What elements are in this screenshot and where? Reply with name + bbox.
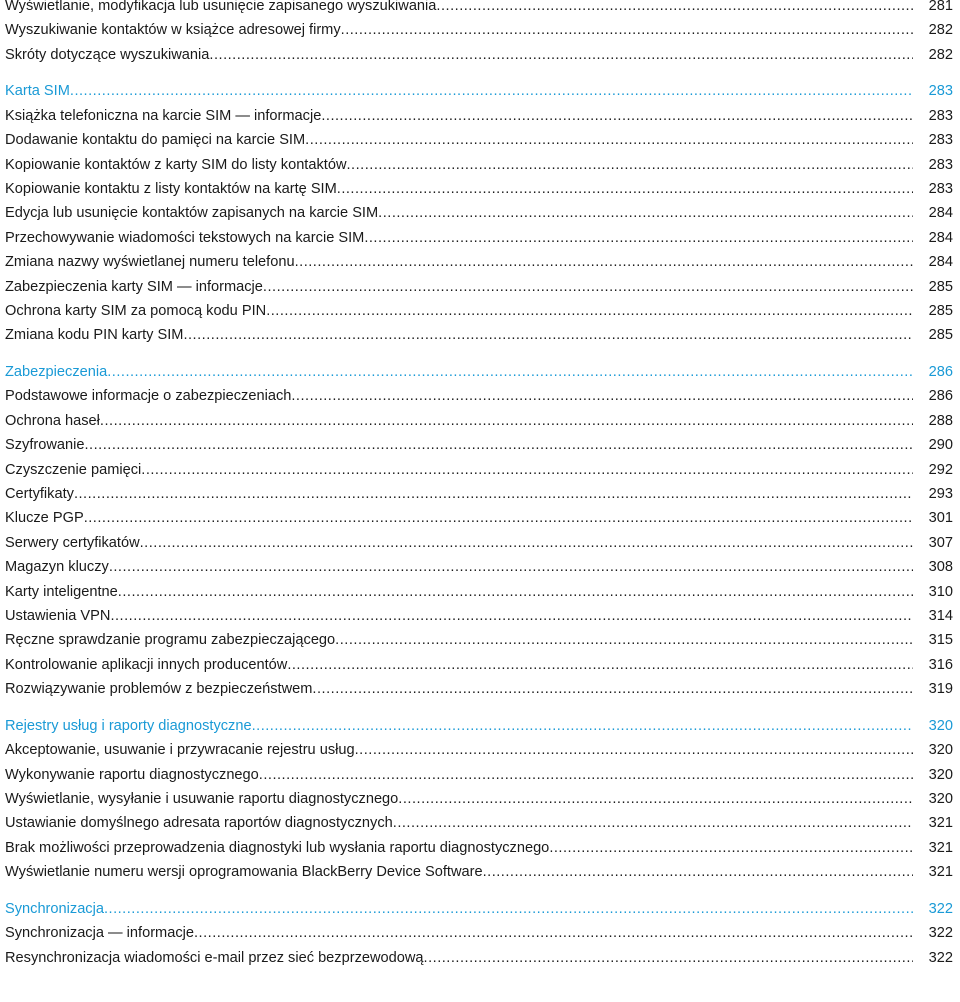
dot-leader (74, 482, 913, 506)
dot-leader (549, 836, 913, 860)
dot-leader (209, 43, 913, 67)
entry-title: Skróty dotyczące wyszukiwania (5, 46, 210, 63)
toc-entry[interactable] (5, 201, 953, 225)
entry-title: Przechowywanie wiadomości tekstowych na karcie SIM (5, 229, 365, 246)
entry-title: Wykonywanie raportu diagnostycznego (5, 766, 259, 783)
page-number: 321 (928, 864, 953, 881)
toc-entry[interactable] (5, 409, 953, 433)
dot-leader (107, 360, 913, 384)
toc-entry[interactable] (5, 580, 953, 604)
dot-leader (341, 18, 913, 42)
dot-leader (436, 0, 913, 18)
page-number: 283 (928, 181, 953, 197)
entry-title: Kopiowanie kontaktu z listy kontaktów na kartę SIM (5, 181, 337, 197)
toc-entry[interactable] (5, 506, 953, 530)
toc-entry[interactable] (5, 18, 953, 42)
dot-leader (183, 323, 913, 347)
entry-title: Brak możliwości przeprowadzenia diagnostyki lub wysłania raportu diagnostycznego (5, 839, 550, 856)
entry-title: Ochrona haseł (5, 412, 100, 429)
entry-title: Kopiowanie kontaktów z karty SIM do listy kontaktów (5, 156, 347, 173)
page-number: 321 (928, 815, 953, 832)
entry-title: Zmiana nazwy wyświetlanej numeru telefonu (5, 254, 295, 271)
toc-section-heading[interactable] (5, 897, 953, 921)
entry-title: Wyświetlanie numeru wersji oprogramowania BlackBerry Device Software (5, 864, 483, 881)
entry-title: Szyfrowanie (5, 437, 85, 454)
page-number: 282 (928, 22, 953, 39)
toc-entry[interactable] (5, 43, 953, 67)
entry-title: Synchronizacja — informacje (5, 925, 194, 942)
page-number: 285 (928, 327, 953, 344)
entry-title: Zabezpieczenia karty SIM — informacje (5, 278, 263, 295)
entry-title: Książka telefoniczna na karcie SIM — informacje (5, 107, 322, 124)
entry-title: Ustawienia VPN (5, 608, 111, 624)
page-number: 322 (928, 900, 953, 917)
toc-section-heading[interactable] (5, 714, 953, 738)
toc-entry[interactable] (5, 177, 953, 201)
dot-leader (194, 921, 913, 945)
dot-leader (321, 104, 913, 128)
page-number: 322 (928, 949, 953, 966)
page-number: 320 (928, 766, 953, 783)
toc-entry[interactable] (5, 299, 953, 323)
entry-title: Serwery certyfikatów (5, 534, 140, 551)
dot-leader (398, 787, 913, 811)
toc-section-heading[interactable] (5, 79, 953, 103)
dot-leader (141, 458, 913, 482)
page-number: 281 (928, 0, 953, 14)
entry-title: Zmiana kodu PIN karty SIM (5, 327, 184, 344)
dot-leader (337, 177, 913, 201)
dot-leader (483, 860, 913, 884)
page-number: 282 (928, 46, 953, 63)
toc-entry[interactable] (5, 921, 953, 945)
page-number: 308 (928, 559, 953, 576)
entry-title: Certyfikaty (5, 486, 74, 502)
entry-title: Karty inteligentne (5, 583, 118, 600)
section-title: Synchronizacja (5, 900, 104, 917)
dot-leader (364, 226, 913, 250)
entry-title: Ochrona karty SIM za pomocą kodu PIN (5, 303, 267, 319)
page-number: 319 (928, 681, 953, 698)
page-number: 286 (928, 364, 953, 380)
entry-title: Ustawianie domyślnego adresata raportów diagnostycznych (5, 815, 393, 832)
entry-title: Akceptowanie, usuwanie i przywracanie rejestru usług (5, 742, 355, 759)
dot-leader (287, 653, 913, 677)
toc-entry[interactable] (5, 787, 953, 811)
page-number: 322 (928, 925, 953, 942)
toc-entry[interactable] (5, 128, 953, 152)
page-number: 301 (928, 510, 953, 527)
dot-leader (118, 580, 913, 604)
section-title: Zabezpieczenia (5, 364, 108, 380)
toc-entry[interactable] (5, 433, 953, 457)
page-number: 315 (928, 632, 953, 649)
dot-leader (109, 555, 913, 579)
dot-leader (266, 299, 913, 323)
page-number: 320 (928, 717, 953, 734)
page-number: 314 (928, 608, 953, 624)
page-number: 284 (928, 229, 953, 246)
page-number: 285 (928, 303, 953, 319)
dot-leader (291, 384, 913, 408)
toc-entry[interactable] (5, 104, 953, 128)
toc-entry[interactable] (5, 531, 953, 555)
dot-leader (259, 763, 913, 787)
dot-leader (424, 946, 913, 970)
entry-title: Wyświetlanie, modyfikacja lub usunięcie zapisanego wyszukiwania (5, 0, 437, 14)
page-number: 320 (928, 742, 953, 759)
entry-title: Ręczne sprawdzanie programu zabezpieczającego (5, 632, 336, 649)
dot-leader (85, 433, 914, 457)
entry-title: Magazyn kluczy (5, 559, 109, 576)
entry-title: Klucze PGP (5, 510, 84, 527)
entry-title: Wyświetlanie, wysyłanie i usuwanie raportu diagnostycznego (5, 791, 399, 807)
dot-leader (70, 79, 913, 103)
toc-entry[interactable] (5, 811, 953, 835)
page-number: 292 (928, 461, 953, 478)
page-number: 285 (928, 278, 953, 295)
entry-title: Rozwiązywanie problemów z bezpieczeństwem (5, 681, 313, 698)
entry-title: Wyszukiwanie kontaktów w książce adresowej firmy (5, 22, 341, 39)
dot-leader (295, 250, 913, 274)
toc-entry[interactable] (5, 458, 953, 482)
entry-title: Czyszczenie pamięci (5, 461, 142, 478)
dot-leader (347, 153, 914, 177)
toc-entry[interactable] (5, 860, 953, 884)
page-number: 288 (928, 412, 953, 429)
page-number: 283 (928, 107, 953, 124)
entry-title: Podstawowe informacje o zabezpieczeniach (5, 388, 292, 405)
entry-title: Edycja lub usunięcie kontaktów zapisanych na karcie SIM (5, 205, 379, 222)
section-title: Karta SIM (5, 83, 70, 100)
toc-entry[interactable] (5, 275, 953, 299)
dot-leader (335, 628, 913, 652)
toc-entry[interactable] (5, 226, 953, 250)
entry-title: Kontrolowanie aplikacji innych producentów (5, 656, 288, 673)
toc-entry[interactable] (5, 677, 953, 701)
page-number: 310 (928, 583, 953, 600)
toc-entry[interactable] (5, 738, 953, 762)
page-number: 293 (928, 486, 953, 502)
dot-leader (104, 897, 913, 921)
page-number: 283 (928, 156, 953, 173)
dot-leader (84, 506, 913, 530)
toc-entry[interactable] (5, 482, 953, 506)
toc-entry[interactable] (5, 653, 953, 677)
toc-entry[interactable] (5, 628, 953, 652)
page-number: 284 (928, 205, 953, 222)
dot-leader (355, 738, 913, 762)
dot-leader (393, 811, 913, 835)
page-number: 307 (928, 534, 953, 551)
dot-leader (110, 604, 913, 628)
toc-section-heading[interactable] (5, 360, 953, 384)
dot-leader (312, 677, 913, 701)
page-number: 320 (928, 791, 953, 807)
page-number: 286 (928, 388, 953, 405)
toc-entry[interactable] (5, 323, 953, 347)
toc-entry[interactable] (5, 555, 953, 579)
section-title: Rejestry usług i raporty diagnostyczne (5, 717, 252, 734)
toc-entry[interactable] (5, 763, 953, 787)
toc-entry[interactable] (5, 153, 953, 177)
page-number: 316 (928, 656, 953, 673)
toc-entry[interactable] (5, 946, 953, 970)
toc-entry[interactable] (5, 250, 953, 274)
page-number: 283 (928, 132, 953, 149)
toc-entry[interactable] (5, 0, 953, 18)
page-number: 284 (928, 254, 953, 271)
dot-leader (252, 714, 913, 738)
dot-leader (305, 128, 913, 152)
toc-entry[interactable] (5, 384, 953, 408)
page-number: 290 (928, 437, 953, 454)
dot-leader (100, 409, 913, 433)
dot-leader (263, 275, 913, 299)
dot-leader (140, 531, 913, 555)
page-number: 283 (928, 83, 953, 100)
entry-title: Resynchronizacja wiadomości e-mail przez sieć bezprzewodową (5, 949, 424, 966)
toc-entry[interactable] (5, 836, 953, 860)
page-number: 321 (928, 839, 953, 856)
entry-title: Dodawanie kontaktu do pamięci na karcie SIM (5, 132, 306, 149)
dot-leader (378, 201, 913, 225)
toc-entry[interactable] (5, 604, 953, 628)
